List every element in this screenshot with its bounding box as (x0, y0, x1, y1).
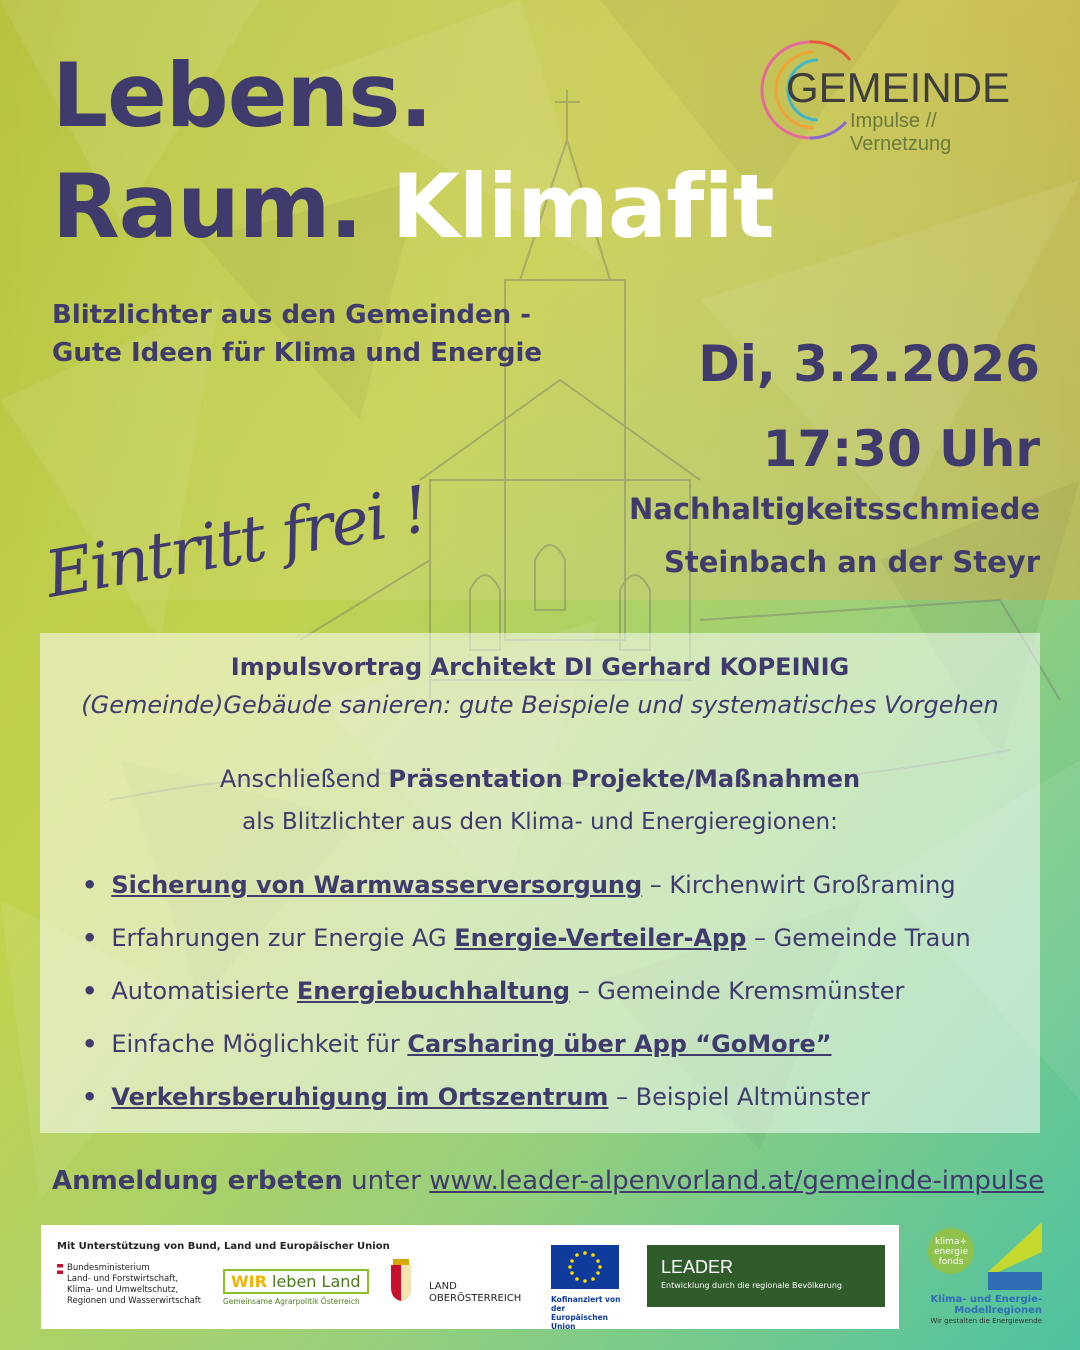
item-link[interactable]: Sicherung von Warmwasserversorgung (111, 871, 643, 899)
klima-energie-fonds-icon: klima+ energie fonds (928, 1228, 974, 1274)
bullet-icon: • (82, 977, 98, 1005)
ministry-logo: Bundesministerium Land- und Forstwirtschaft, Klima- und Umweltschutz, Regionen und Wasserwirtschaft (57, 1263, 201, 1307)
list-item: • Sicherung von Warmwasserversorgung – Kirchenwirt Großraming (82, 871, 956, 899)
talk-topic: (Gemeinde)Gebäude sanieren: gute Beispiele und systematisches Vorgehen (81, 691, 999, 719)
list-item: • Erfahrungen zur Energie AG Energie-Verteiler-App – Gemeinde Traun (82, 924, 971, 952)
title-line-2 (52, 155, 774, 258)
subtitle-line-1: Blitzlichter aus den Gemeinden - (52, 300, 531, 330)
land-ooe-logo: LAND OBERÖSTERREICH (429, 1281, 522, 1304)
event-time: 17:30 Uhr (762, 420, 1040, 478)
subtitle-line-2: Gute Ideen für Klima und Energie (52, 338, 543, 368)
bullet-icon: • (82, 1083, 98, 1111)
bullet-icon: • (82, 871, 98, 899)
gemeinde-logo-sub: Impulse // Vernetzung (850, 110, 952, 155)
list-item: • Verkehrsberuhigung im Ortszentrum – Beispiel Altmünster (82, 1083, 870, 1111)
sponsor-strip (41, 1225, 899, 1329)
austria-flag-icon (57, 1264, 63, 1274)
title-klimafit: Klimafit (391, 155, 774, 258)
subtitle (52, 296, 542, 372)
title-raum: Raum. (52, 155, 362, 258)
talk-title: Impulsvortrag Architekt DI Gerhard KOPEINIG (230, 653, 850, 681)
program-panel (40, 633, 1040, 1133)
item-link[interactable]: Energie-Verteiler-App (454, 924, 747, 952)
klima-energie-logo: klima+ energie fonds Klima- und Energie- Modellregionen Wir gestalten die Energiewende (922, 1222, 1052, 1330)
registration-bold: Anmeldung erbeten (52, 1166, 343, 1196)
title-line-1: Lebens. (52, 44, 432, 147)
leader-logo: LEADER Entwicklung durch die regionale Bevölkerung (647, 1245, 885, 1307)
intro-line-2: als Blitzlichter aus den Klima- und Energieregionen: (242, 809, 838, 835)
event-place: Steinbach an der Steyr (663, 545, 1040, 579)
list-item: • Einfache Möglichkeit für Carsharing über App “GoMore” (82, 1030, 832, 1058)
bullet-icon: • (82, 924, 98, 952)
sponsor-title: Mit Unterstützung von Bund, Land und Europäischer Union (57, 1241, 390, 1252)
registration-line: Anmeldung erbeten unter www.leader-alpenvorland.at/gemeinde-impulse (52, 1166, 1045, 1196)
list-item: • Automatisierte Energiebuchhaltung – Gemeinde Kremsmünster (82, 977, 905, 1005)
event-venue: Nachhaltigkeitsschmiede (629, 492, 1040, 526)
gemeinde-logo (750, 30, 1040, 155)
modellregionen-icon (988, 1222, 1042, 1290)
wir-leben-land-logo: WIR leben Land Gemeinsame Agrarpolitik Österreich (223, 1269, 369, 1306)
intro-plain: Anschließend (219, 765, 389, 793)
eu-logo: Kofinanziert von der Europäischen Union (551, 1245, 631, 1331)
ooe-coat-of-arms-icon (387, 1259, 415, 1303)
bullet-icon: • (82, 1030, 98, 1058)
event-date: Di, 3.2.2026 (698, 335, 1040, 393)
intro-bold: Präsentation Projekte/Maßnahmen (388, 765, 861, 793)
item-link[interactable]: Energiebuchhaltung (296, 977, 571, 1005)
entry-free-script: Eintritt frei ! (40, 473, 433, 613)
item-link[interactable]: Verkehrsberuhigung im Ortszentrum (111, 1083, 609, 1111)
item-link[interactable]: Carsharing über App “GoMore” (407, 1030, 832, 1058)
registration-link[interactable]: www.leader-alpenvorland.at/gemeinde-impulse (429, 1166, 1045, 1196)
gemeinde-logo-word: GEMEINDE (786, 64, 1011, 111)
eu-flag-icon (551, 1245, 619, 1289)
intro-line (40, 765, 1040, 793)
